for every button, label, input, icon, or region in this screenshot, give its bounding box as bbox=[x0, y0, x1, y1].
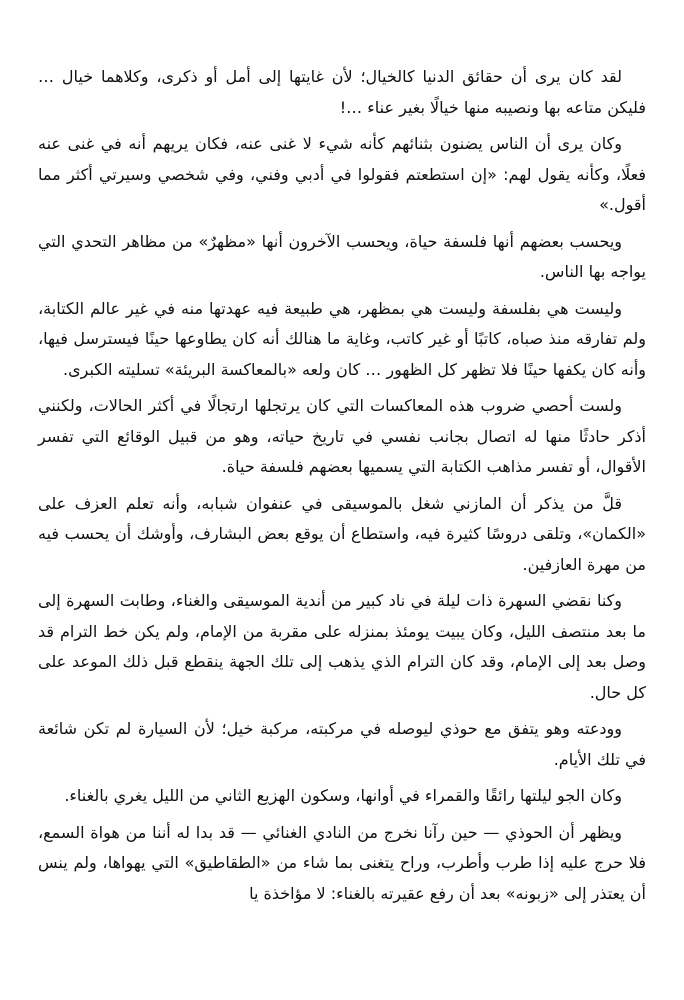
paragraph-1: لقد كان يرى أن حقائق الدنيا كالخيال؛ لأن غايتها إلى أمل أو ذكرى، وكلاهما خيال … فليكن متاعه بها ونصيبه منها خيالًا بغير عناء …! bbox=[38, 67, 646, 117]
paragraph-7: وكنا نقضي السهرة ذات ليلة في ناد كبير من أندية الموسيقى والغناء، وطابت السهرة إلى ما بعد منتصف الليل، وكان يبيت يومئذ بمنزله على مقربة من الإمام، ولم يكن خط الترام قد وصل بعد إلى الإمام، وقد كان الترام الذي يذهب إلى تلك الجهة ينقطع قبل ذلك الموعد على كل حال. bbox=[38, 591, 646, 702]
paragraph-8: وودعته وهو يتفق مع حوذي ليوصله في مركبته، مركبة خيل؛ لأن السيارة لم تكن شائعة في تلك الأيام. bbox=[38, 719, 646, 769]
page-body bbox=[38, 62, 646, 915]
paragraph-9: وكان الجو ليلتها رائقًا والقمراء في أوانها، وسكون الهزيع الثاني من الليل يغري بالغناء. bbox=[64, 786, 622, 805]
paragraph-2: وكان يرى أن الناس يضنون بثنائهم كأنه شيء لا غنى عنه، فكان يريهم أنه في غنى عنه فعلًا، وكأنه يقول لهم: «إن استطعتم فقولوا في أدبي وفني، وفي شخصي وسيرتي أكثر مما أقول.» bbox=[38, 134, 646, 214]
paragraph-3: ويحسب بعضهم أنها فلسفة حياة، ويحسب الآخرون أنها «مظهرٌ» من مظاهر التحدي التي يواجه بها الناس. bbox=[38, 231, 646, 281]
paragraph-6: قلَّ من يذكر أن المازني شغل بالموسيقى في عنفوان شبابه، وأنه تعلم العزف على «الكمان»، وتلقى دروسًا كثيرة فيه، واستطاع أن يوقع بعض البشارف، وأوشك أن يحسب فيه من مهرة العازفين. bbox=[38, 493, 646, 574]
paragraph-10: ويظهر أن الحوذي — حين رآنا نخرج من النادي الغنائي — قد بدا له أننا من هواة السمع، فلا حرج عليه إذا طرب وأطرب، وراح يتغنى بما شاء من «الطقاطيق» التي يهواها، ولم ينس أن يعتذر إلى «زبونه» بعد أن رفع عقيرته بالغناء: لا مؤاخذة يا bbox=[38, 822, 646, 903]
paragraph-5: ولست أحصي ضروب هذه المعاكسات التي كان يرتجلها ارتجالًا في أكثر الحالات، ولكنني أذكر حادثًا منها له اتصال بجانب نفسي في تاريخ حياته، وهو من قبيل الوقائع التي تفسر الأقوال، أو تفسر مذاهب الكتابة التي يسميها بعضهم فلسفة حياة. bbox=[38, 396, 646, 476]
paragraph-4: وليست هي بفلسفة وليست هي بمظهر، هي طبيعة فيه عهدتها منه في غير عالم الكتابة، ولم تفارقه منذ صباه، كاتبًا أو غير كاتب، وغاية ما هنالك أنه كان يطاوعها حينًا فيسترسل فيها، وأنه كان يكفها حينًا فلا تظهر كل الظهور … كان ولعه «بالمعاكسة البريئة» تسليته الكبرى. bbox=[38, 298, 646, 379]
